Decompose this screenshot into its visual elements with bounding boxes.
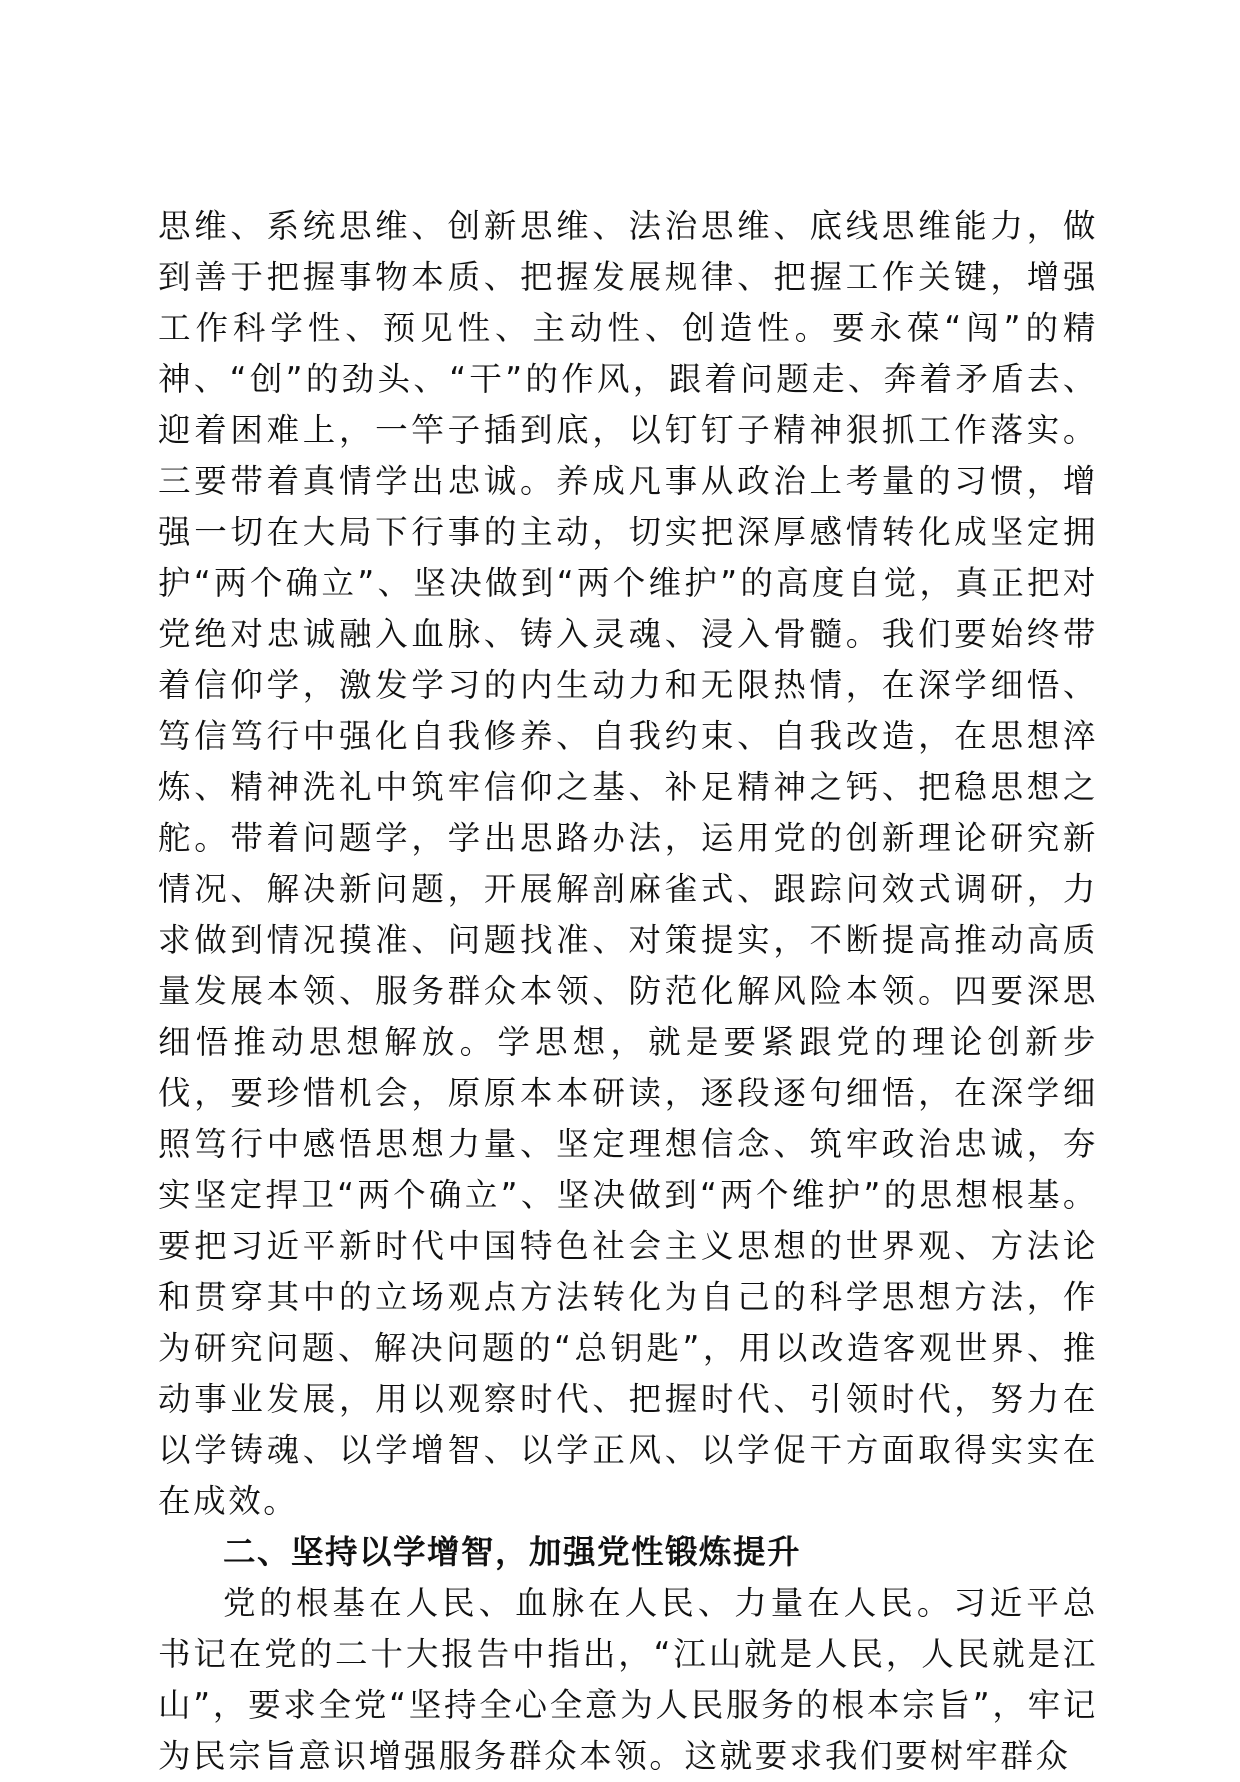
paragraph-continuation: 思维、系统思维、创新思维、法治思维、底线思维能力，做到善于把握事物本质、把握发展规律、把握工作关键，增强工作科学性、预见性、主动性、创造性。要永葆“闯”的精神、“创”的劲头、“干”的作风，跟着问题走、奔着矛盾去、迎着困难上，一竿子插到底，以钉钉子精神狠抓工作落实。三要带着真情学出忠诚。养成凡事从政治上考量的习惯，增强一切在大局下行事的主动，切实把深厚感情转化成坚定拥护“两个确立”、坚决做到“两个维护”的高度自觉，真正把对党绝对忠诚融入血脉、铸入灵魂、浸入骨髓。我们要始终带着信仰学，激发学习的内生动力和无限热情，在深学细悟、笃信笃行中强化自我修养、自我约束、自我改造，在思想淬炼、精神洗礼中筑牢信仰之基、补足精神之钙、把稳思想之舵。带着问题学，学出思路办法，运用党的创新理论研究新情况、解决新问题，开展解剖麻雀式、跟踪问效式调研，力求做到情况摸准、问题找准、对策提实，不断提高推动高质量发展本领、服务群众本领、防范化解风险本领。四要深思细悟推动思想解放。学思想，就是要紧跟党的理论创新步伐，要珍惜机会，原原本本研读，逐段逐句细悟，在深学细照笃行中感悟思想力量、坚定理想信念、筑牢政治忠诚，夯实坚定捍卫“两个确立”、坚决做到“两个维护”的思想根基。要把习近平新时代中国特色社会主义思想的世界观、方法论和贯穿其中的立场观点方法转化为自己的科学思想方法，作为研究问题、解决问题的“总钥匙”，用以改造客观世界、推动事业发展，用以观察时代、把握时代、引领时代，努力在以学铸魂、以学增智、以学正风、以学促干方面取得实实在在成效。 — [158, 207, 1098, 1520]
paragraph-body: 党的根基在人民、血脉在人民、力量在人民。习近平总书记在党的二十大报告中指出，“江山就是人民，人民就是江山”，要求全党“坚持全心全意为人民服务的根本宗旨”，牢记为民宗旨意识增强服务群众本领。这就要求我们要树牢群众 — [158, 1584, 1098, 1775]
document-body — [158, 201, 1098, 1782]
section-heading: 二、坚持以学增智，加强党性锻炼提升 — [223, 1533, 802, 1571]
